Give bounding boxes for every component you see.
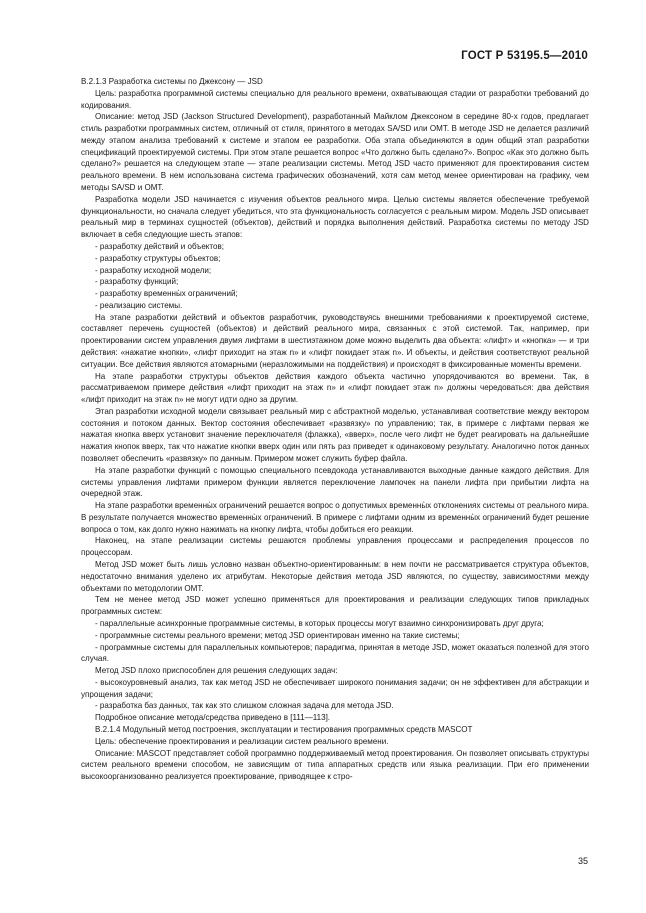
list-item: - разработку действий и объектов; — [95, 241, 224, 251]
list-item: - реализацию системы. — [95, 300, 183, 310]
standard-header: ГОСТ Р 53195.5—2010 — [461, 50, 588, 62]
paragraph: Тем не менее метод JSD может успешно применяться для проектирования и реализации следующих типов прикладных программных систем: — [81, 595, 589, 617]
paragraph: Разработка модели JSD начинается с изучения объектов реального мира. Целью системы является обеспечение требуемой функциональности, но сначала следует убедиться, что эта функциональность согласуется с реальным миром. Модель JSD описывает реальный мир в терминах сущностей (объектов), действий и порядка выполнения действий. Разработка системы по методу JSD включает в себя следующие шесть этапов: — [81, 194, 589, 240]
paragraph: Метод JSD плохо приспособлен для решения следующих задач: — [95, 666, 338, 676]
paragraph: На этапе разработки функций с помощью специального псевдокода устанавливаются выходные данные каждого действия. Для системы управления лифтами примером функции является переключение лампочек на панели лифта при прибытии лифта на очередной этаж. — [81, 465, 589, 499]
paragraph: Наконец, на этапе реализации системы решаются проблемы управления процессами и распределения процессов по процессорам. — [81, 536, 589, 558]
list-item: - разработку структуры объектов; — [95, 253, 221, 263]
paragraph: - высокоуровневый анализ, так как метод JSD не обеспечивает широкого понимания задачи; он не эффективен для абстракции и упрощения задачи; — [81, 677, 589, 699]
paragraph: - разработка баз данных, так как это слишком сложная задача для метода JSD. — [95, 701, 394, 711]
paragraph: Описание: MASCOT представляет собой программно поддерживаемый метод проектирования. Он позволяет описывать структуры систем реального времени способом, не зависящим от типа аппаратных средств или языка реализации. При его применении высокоорганизованно реализуется проектирование, приводящее к стро- — [81, 748, 589, 782]
paragraph: Метод JSD может быть лишь условно назван объектно-ориентированным: в нем почти не рассматривается структура объектов, недостаточно внимания уделено их атрибутам. Некоторые действия метода JSD являются, по существу, зависимостями между объектами по методологии OMT. — [81, 560, 589, 593]
list-item: - разработку исходной модели; — [95, 265, 212, 275]
paragraph: Описание: метод JSD (Jackson Structured Development), разработанный Майклом Джексоном в середине 80-х годов, предлагает стиль разработки программных систем, отличный от стиля, принятого в методах SA/SD или OMT. В методе JSD не делается различий между этапом анализа требований к системе и этапом ее разработки. Оба этапа объединяются в один общий этап разработки спецификаций проектируемой системы. При этом этапе решается вопрос «Что должно быть сделано?». Вопрос «Как это должно быть сделано?» решается на следующем этапе — этапе реализации системы. Метод JSD часто применяют для проектирования систем реального времени. В нем использована система графических обозначений, хотя сам метод менее ориентирован на графику, чем методы SA/SD и OMT. — [81, 112, 589, 193]
paragraph: На этапе разработки действий и объектов разработчик, руководствуясь внешними требованиями к проектируемой системе, составляет перечень сущностей (объектов) и действий реального мира, связанных с этой системой. Так, например, при проектировании систем управления двумя лифтами в шестиэтажном доме можно выделить два объекта: «лифт» и «кнопка» — и три действия: «нажатие кнопки», «лифт приходит на этаж n» и «лифт покидает этаж n». И объекты, и действия соответствуют реальной ситуации. Все действия являются атомарными (неразложимыми на поддействия) и происходят в фиксированные моменты времени. — [81, 312, 589, 369]
body-text — [81, 76, 589, 783]
paragraph: Цель: разработка программной системы специально для реального времени, охватывающая стадии от разработки требований до кодирования. — [81, 88, 589, 110]
section-heading: В.2.1.3 Разработка системы по Джексону — JSD — [81, 77, 263, 86]
paragraph: На этапе разработки структуры объектов действия каждого объекта частично упорядочиваются во времени. Так, в рассматриваемом примере действия «лифт приходит на этаж n» и «лифт покидает этаж n» должны чередоваться: два действия «лифт приходит на этаж n» не могут идти одно за другим. — [81, 371, 589, 405]
paragraph: - программные системы для параллельных компьютеров; парадигма, принятая в методе JSD, может оказаться полезной для этого случая. — [81, 642, 589, 664]
paragraph: На этапе разработки временны̀х ограничений решается вопрос о допустимых временны̀х отклонениях системы от реального мира. В результате получается множество временны̀х ограничений. В примере с лифтами одним из временны̀х ограничений будет решение вопроса о том, как долго нужно нажимать на кнопку лифта, чтобы добиться его реакции. — [81, 501, 590, 534]
paragraph: - программные системы реального времени; метод JSD ориентирован именно на такие системы; — [95, 630, 460, 640]
paragraph: - параллельные асинхронные программные системы, в которых процессы могут взаимно синхронизировать друг друга; — [95, 618, 544, 628]
paragraph: Цель: обеспечение проектирования и реализации систем реального времени. — [95, 736, 389, 746]
paragraph: В.2.1.4 Модульный метод построения, эксплуатации и тестирования программных средств MASCOT — [95, 724, 473, 734]
list-item: - разработку временны̀х ограничений; — [95, 289, 238, 299]
page-number: 35 — [577, 856, 588, 866]
paragraph: Подробное описание метода/средства приведено в [111—113]. — [95, 713, 331, 723]
list-item: - разработку функций; — [95, 277, 179, 287]
paragraph: Этап разработки исходной модели связывает реальный мир с абстрактной моделью, устанавливая соответствие между вектором состояния и потоком данных. Вектор состояния обеспечивает «развязку» по управлению; так, в примере с лифтами первая же нажатая кнопка вверх установит значение переключателя (флажка), «вверх», после чего лифт не будет реагировать на дальнейшие нажатия кнопок вверх, так что нажатие кнопки вверх один или пять раз приведет к одинаковому результату. Аналогично поток данных позволяет обеспечить «развязку» по данным. Примером может служить буфер файла. — [81, 406, 589, 463]
